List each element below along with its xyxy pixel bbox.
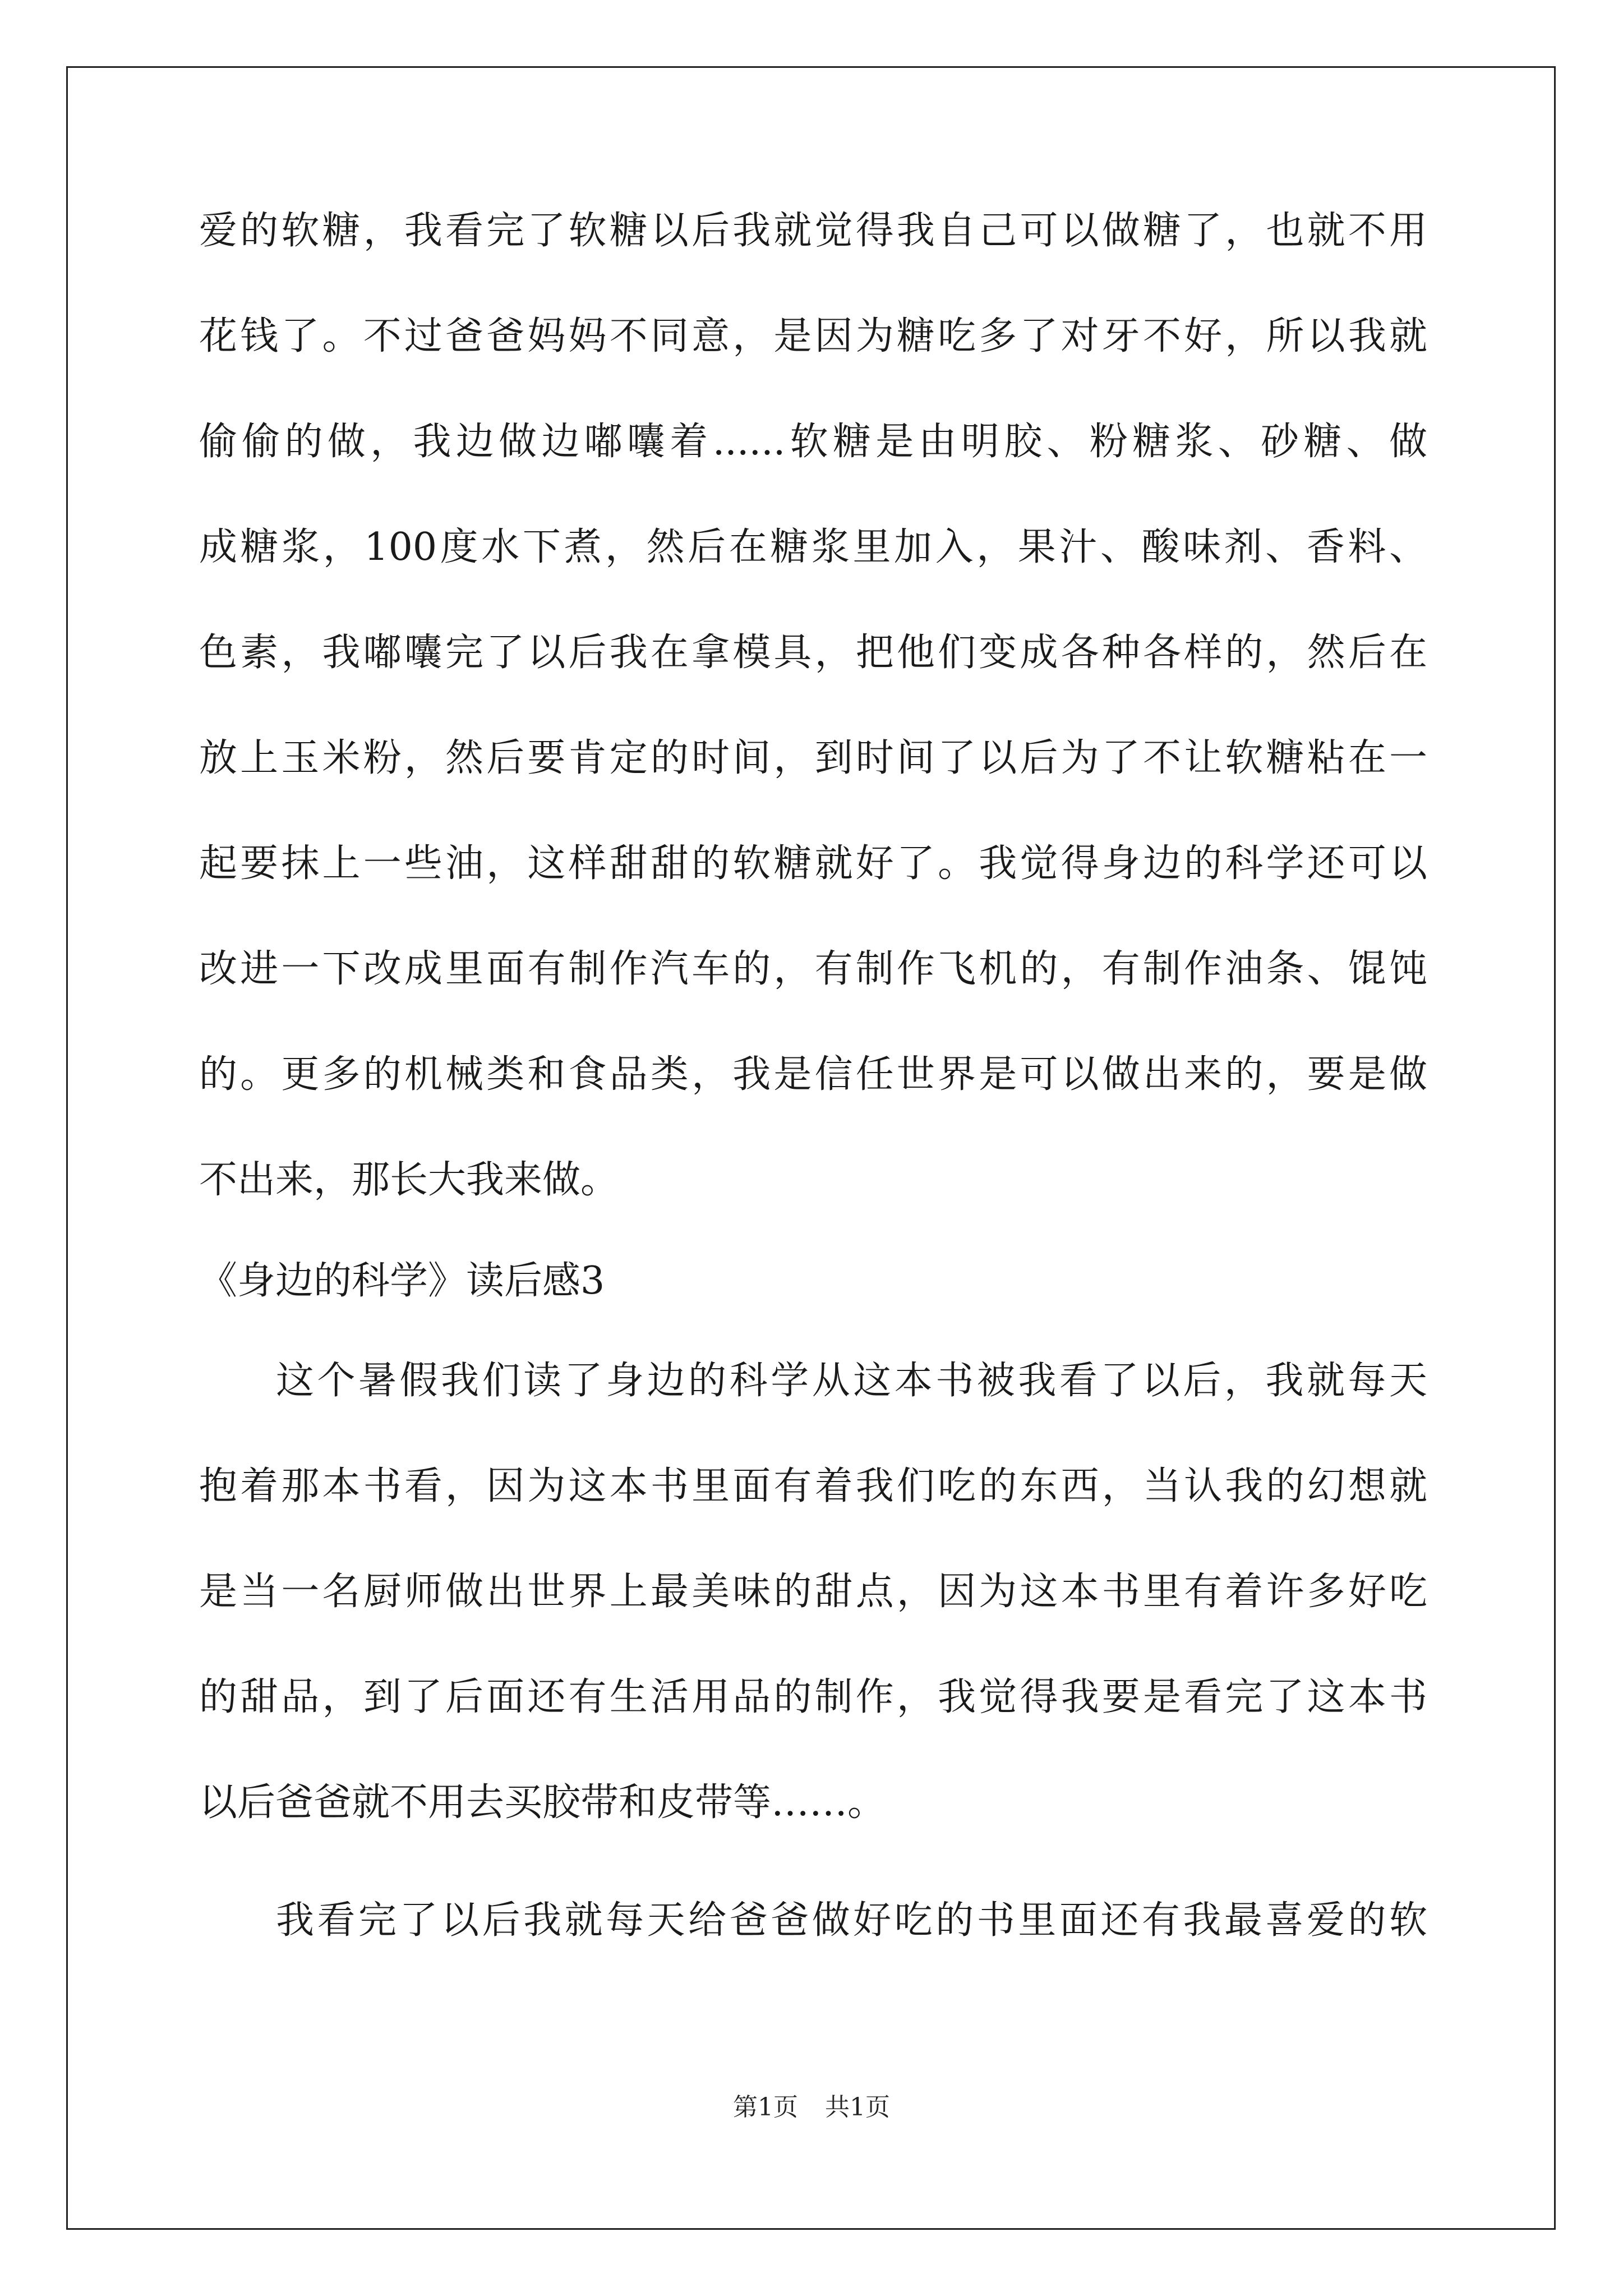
text-line: 的甜品，到了后面还有生活用品的制作，我觉得我要是看完了这本书 bbox=[199, 1675, 1427, 1719]
section-heading: 《身边的科学》读后感3 bbox=[199, 1259, 605, 1303]
text-line: 这个暑假我们读了身边的科学从这本书被我看了以后，我就每天 bbox=[276, 1359, 1427, 1403]
text-line: 抱着那本书看，因为这本书里面有着我们吃的东西，当认我的幻想就 bbox=[199, 1464, 1427, 1508]
text-line: 我看完了以后我就每天给爸爸做好吃的书里面还有我最喜爱的软 bbox=[276, 1898, 1427, 1943]
text-line: 放上玉米粉，然后要肯定的时间，到时间了以后为了不让软糖粘在一 bbox=[199, 736, 1427, 780]
text-line: 花钱了。不过爸爸妈妈不同意，是因为糖吃多了对牙不好，所以我就 bbox=[199, 314, 1427, 358]
text-line: 起要抹上一些油，这样甜甜的软糖就好了。我觉得身边的科学还可以 bbox=[199, 841, 1427, 886]
text-line: 成糖浆，100度水下煮，然后在糖浆里加入，果汁、酸味剂、香料、 bbox=[199, 525, 1427, 569]
page-number-total: 共1页 bbox=[825, 2093, 890, 2122]
text-line: 改进一下改成里面有制作汽车的，有制作飞机的，有制作油条、馄饨 bbox=[199, 947, 1427, 991]
text-line: 不出来，那长大我来做。 bbox=[199, 1158, 619, 1202]
page-footer bbox=[0, 2092, 1623, 2123]
text-line: 色素，我嘟囔完了以后我在拿模具，把他们变成各种各样的，然后在 bbox=[199, 631, 1427, 675]
text-line: 的。更多的机械类和食品类，我是信任世界是可以做出来的，要是做 bbox=[199, 1052, 1427, 1097]
text-line: 偷偷的做，我边做边嘟囔着......软糖是由明胶、粉糖浆、砂糖、做 bbox=[199, 420, 1427, 464]
text-line: 是当一名厨师做出世界上最美味的甜点，因为这本书里有着许多好吃 bbox=[199, 1570, 1427, 1614]
page-number-current: 第1页 bbox=[733, 2093, 798, 2122]
text-line: 爱的软糖，我看完了软糖以后我就觉得我自己可以做糖了，也就不用 bbox=[199, 209, 1427, 253]
text-line: 以后爸爸就不用去买胶带和皮带等……。 bbox=[199, 1780, 886, 1825]
